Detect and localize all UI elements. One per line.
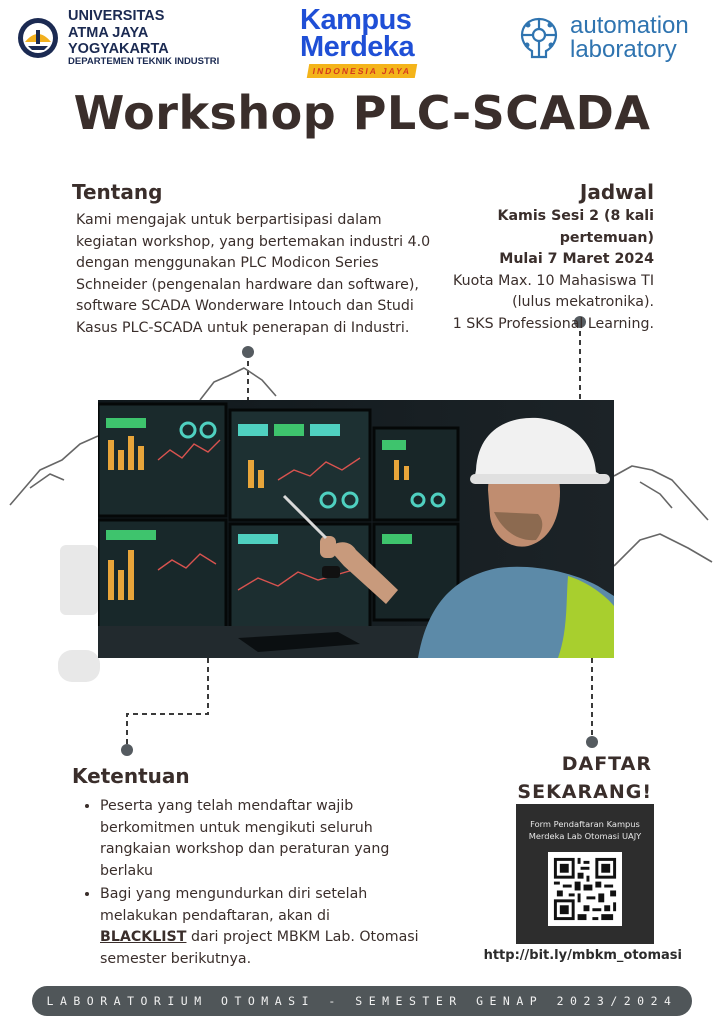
uajy-logo [16,10,242,66]
tentang-heading: Tentang [72,180,163,204]
blacklist-text: BLACKLIST [100,929,187,945]
ketentuan-item-1 [100,796,420,882]
jadwal-quota: Kuota Max. 10 Mahasiswa TI [453,272,654,289]
circuit-brain-icon [514,13,564,63]
kampus-text: Kampus [300,4,412,36]
daftar-sekarang-heading [480,750,652,806]
ketentuan-heading: Ketentuan [72,764,190,788]
qr-code[interactable] [548,852,622,926]
qr-code-icon [548,852,622,926]
uajy-line2: ATMA JAYA YOGYAKARTA [68,24,169,57]
uajy-line1: UNIVERSITAS [68,8,165,25]
jadwal-quota-note: (lulus mekatronika). [512,294,654,310]
jadwal-heading: Jadwal [579,180,654,204]
indonesia-jaya-ribbon: INDONESIA JAYA [307,64,417,78]
qr-caption-line1: Form Pendaftaran Kampus [530,819,640,829]
qr-card[interactable] [516,804,654,944]
footer-banner: LABORATORIUM OTOMASI - SEMESTER GENAP 2023/2024 [32,986,692,1016]
ketentuan-item-2-post: dari project MBKM Lab. Otomasi semester berikutnya. [100,929,419,967]
qr-caption-line2: Merdeka Lab Otomasi UAJY [528,831,642,841]
tentang-body: Kami mengajak untuk berpartisipasi dalam kegiatan workshop, yang bertemakan industri 4.0 dengan menggunakan PLC Modicon Series Schneider (pengenalan hardware dan software), software SCADA Wonderware Intouch dan Studi Kasus PLC-SCADA untuk penerapan di Industri. [76,212,431,336]
jadwal-sks: 1 SKS Professional Learning. [452,315,654,332]
ketentuan-item-2-pre: Bagi yang mengundurkan diri setelah melakukan pendaftaran, akan di [100,886,368,924]
daftar-line2: SEKARANG! [517,781,652,803]
merdeka-text: Merdeka [300,31,415,63]
qr-caption [516,818,654,842]
uajy-line3: DEPARTEMEN TEKNIK INDUSTRI [68,56,220,68]
jadwal-start: Mulai 7 Maret 2024 [499,251,654,267]
jadwal-body [404,206,654,335]
daftar-line1: DAFTAR [561,753,652,775]
university-seal-icon [16,16,60,60]
ketentuan-item-1-text: Peserta yang telah mendaftar wajib berkomitmen untuk mengikuti seluruh rangkaian workshop dan peraturan yang berlaku [100,798,390,879]
registration-link[interactable]: http://bit.ly/mbkm_otomasi [483,948,682,963]
lab-line2: laboratory [570,36,677,63]
lab-line1: automation [570,11,689,39]
ketentuan-item-2 [100,884,420,970]
kampus-merdeka-logo [296,6,432,76]
ketentuan-list [80,796,420,972]
control-room-photo [98,400,614,658]
page-title: Workshop PLC-SCADA [73,86,651,140]
jadwal-session: Kamis Sesi 2 (8 kali pertemuan) [497,208,654,246]
automation-lab-logo [514,10,714,66]
